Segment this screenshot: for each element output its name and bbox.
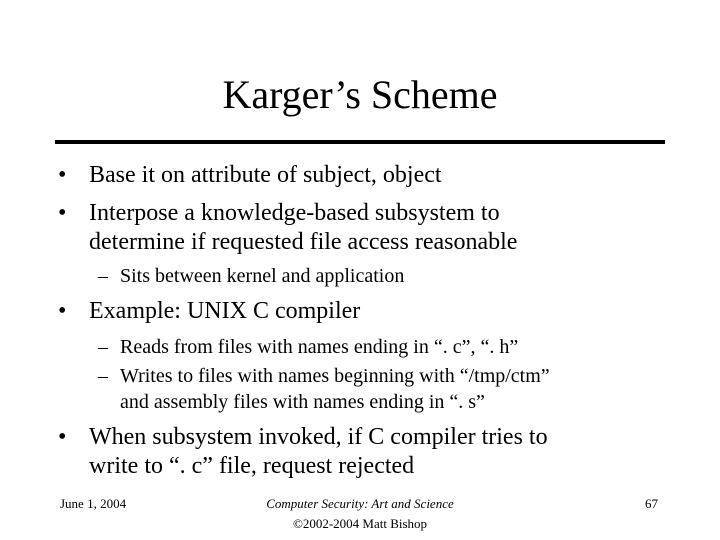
bullet-marker: • — [58, 298, 67, 324]
bullet-text-line: When subsystem invoked, if C compiler tries to — [89, 424, 548, 450]
bullet-text-line: Interpose a knowledge-based subsystem to — [89, 200, 500, 226]
bullet-item — [58, 199, 689, 257]
sub-bullet-item — [98, 363, 680, 415]
slide-title: Karger’s Scheme — [222, 72, 498, 117]
sub-bullet-marker: – — [98, 365, 108, 387]
bullet-item — [58, 161, 689, 190]
sub-bullet-text-line: and assembly files with names ending in “. s” — [120, 391, 485, 413]
bullet-marker: • — [58, 424, 67, 450]
sub-bullet-item — [98, 263, 680, 289]
sub-bullet-text: Sits between kernel and application — [120, 265, 405, 287]
bullet-text-line: determine if requested file access reasonable — [89, 229, 518, 255]
sub-bullet-marker: – — [98, 265, 108, 287]
bullet-text-line: write to “. c” file, request rejected — [89, 453, 415, 479]
page-number: 67 — [645, 496, 658, 511]
bullet-text: Example: UNIX C compiler — [89, 298, 361, 324]
footer-credits — [210, 494, 510, 534]
footer-copyright: ©2002-2004 Matt Bishop — [292, 516, 428, 531]
bullet-marker: • — [58, 162, 67, 188]
title-underline — [55, 140, 665, 144]
bullet-item — [58, 297, 689, 326]
bullet-text: Base it on attribute of subject, object — [89, 162, 442, 188]
bullet-marker: • — [58, 200, 67, 226]
sub-bullet-marker: – — [98, 336, 108, 358]
sub-bullet-text: Reads from files with names ending in “. c”, “. h” — [120, 336, 519, 358]
sub-bullet-text-line: Writes to files with names beginning with “/tmp/ctm” — [120, 365, 550, 387]
bullet-item — [58, 423, 689, 481]
footer-course-title: Computer Security: Art and Science — [266, 496, 454, 511]
footer-date: June 1, 2004 — [60, 496, 127, 511]
sub-bullet-item — [98, 334, 680, 360]
